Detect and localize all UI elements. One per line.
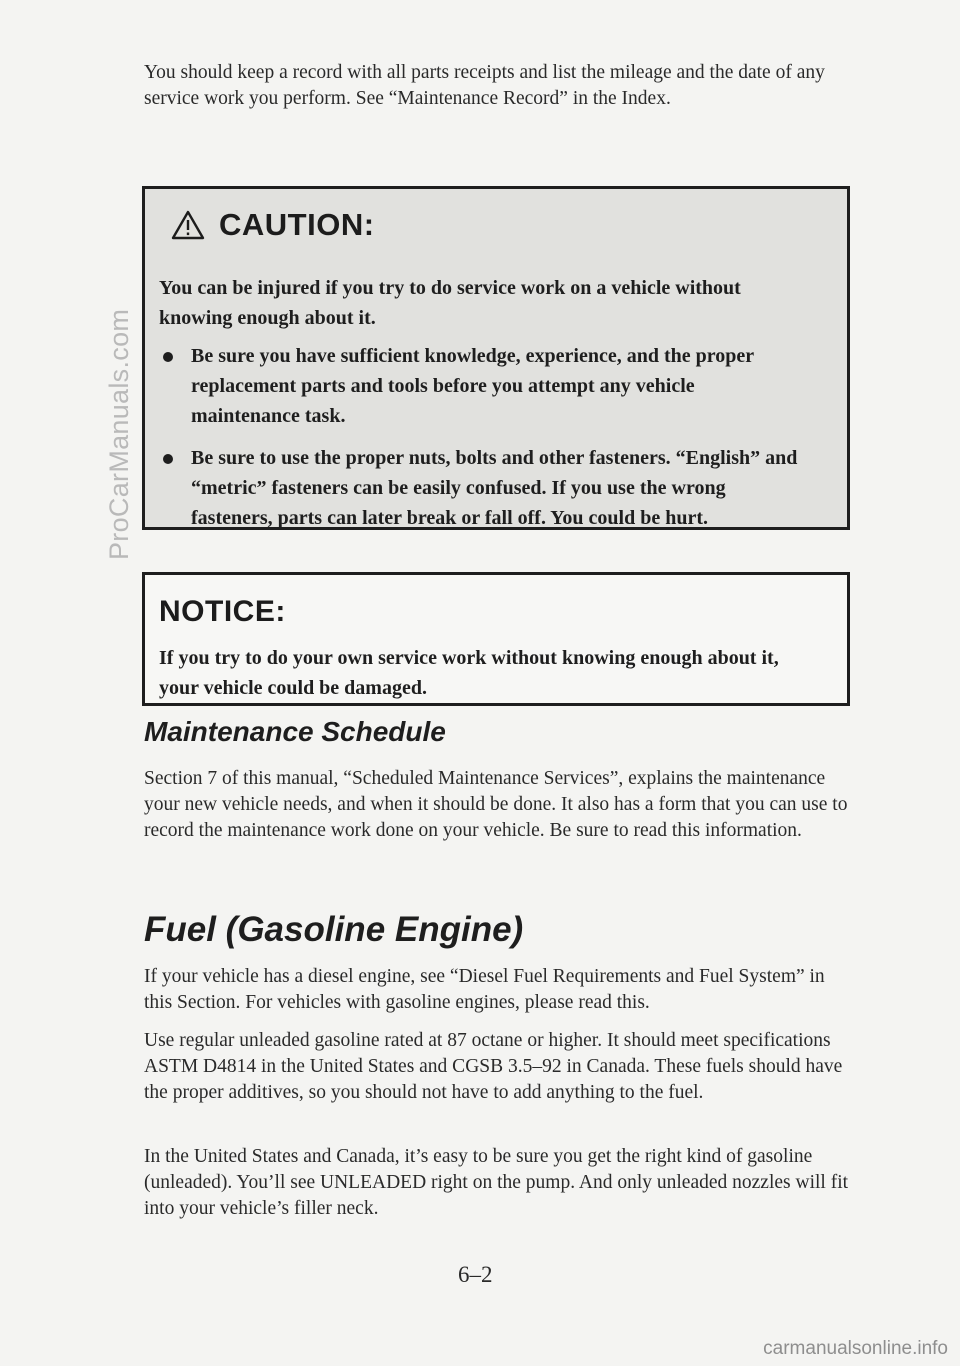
caution-item: [159, 443, 799, 533]
warning-triangle-icon: [171, 210, 205, 240]
maintenance-schedule-heading: Maintenance Schedule: [144, 716, 446, 747]
fuel-paragraph: In the United States and Canada, it’s easy to be sure you get the right kind of gasoline (unleaded). You’ll see UNLEADED right on the pump. And only unleaded nozzles will fit into your vehicle’s filler neck.: [144, 1146, 849, 1219]
page-number: 6–2: [458, 1262, 493, 1287]
fuel-paragraph: If your vehicle has a diesel engine, see “Diesel Fuel Requirements and Fuel System” in this Section. For vehicles with gasoline engines, please read this.: [144, 966, 825, 1013]
caution-box: [142, 186, 850, 530]
bullet-icon: [163, 352, 173, 362]
caution-title: CAUTION:: [219, 207, 375, 242]
notice-text: If you try to do your own service work without knowing enough about it, your vehicle could be damaged.: [159, 647, 779, 699]
caution-item-text: Be sure you have sufficient knowledge, experience, and the proper replacement parts and tools before you attempt any vehicle maintenance task.: [191, 345, 754, 427]
caution-list: [159, 341, 799, 545]
fuel-paragraph: Use regular unleaded gasoline rated at 87 octane or higher. It should meet specifications ASTM D4814 in the United States and CGSB 3.5–92 in Canada. These fuels should have the proper additives, so you should not have to add anything to the fuel.: [144, 1030, 843, 1103]
caution-item-text: Be sure to use the proper nuts, bolts and other fasteners. “English” and “metric” fasteners can be easily confused. If you use the wrong fasteners, parts can later break or fall off. You could be hurt.: [191, 447, 798, 529]
notice-box: [142, 572, 850, 706]
notice-title: NOTICE:: [159, 595, 286, 628]
caution-header: [171, 207, 375, 243]
intro-paragraph: You should keep a record with all parts receipts and list the mileage and the date of any service work you perform. See “Maintenance Record” in the Index.: [144, 62, 825, 109]
bullet-icon: [163, 454, 173, 464]
side-watermark: ProCarManuals.com: [104, 308, 134, 560]
caution-item: [159, 341, 799, 431]
maintenance-schedule-text: Section 7 of this manual, “Scheduled Maintenance Services”, explains the maintenance your new vehicle needs, and when it should be done. It also has a form that you can use to record the maintenance work done on your vehicle. Be sure to read this information.: [144, 768, 848, 841]
bottom-watermark: carmanualsonline.info: [763, 1338, 948, 1359]
fuel-heading: Fuel (Gasoline Engine): [144, 910, 524, 949]
caution-lead-text: You can be injured if you try to do service work on a vehicle without knowing enough about it.: [159, 277, 741, 329]
